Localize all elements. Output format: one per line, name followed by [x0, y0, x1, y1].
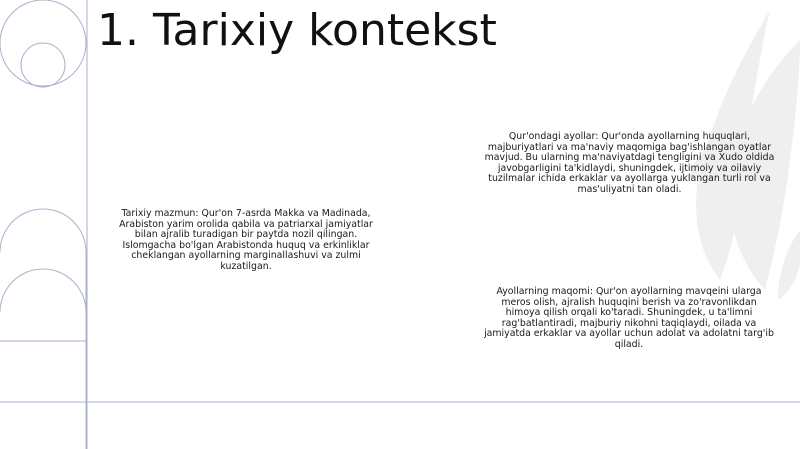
slide-title: 1. Tarixiy kontekst [97, 5, 497, 56]
status-of-women-paragraph: Ayollarning maqomi: Qur'on ayollarning mavqeini ularga meros olish, ajralish huquqini berish va zo'ravonlikdan himoya qilish orqali ko'taradi. Shuningdek, u ta'limni rag'batlantiradi, majburiy nikohni taqiqlaydi, oilada va jamiyatda erkaklar va ayollar uchun adolat va adolatni targ'ib qiladi. [484, 286, 774, 350]
historical-context-paragraph: Tarixiy mazmun: Qur'on 7-asrda Makka va Madinada, Arabiston yarim orolida qabila va patriarxal jamiyatlar bilan ajralib turadigan bir paytda nozil qilingan. Islomgacha bo'lgan Arabistonda huquq va erkinliklar cheklangan ayollarning marginallashuvi va zulmi kuzatilgan. [119, 208, 373, 272]
verses-on-women-paragraph: Qur'ondagi ayollar: Qur'onda ayollarning huquqlari, majburiyatlari va ma'naviy maqomiga bag'ishlangan oyatlar mavjud. Bu ularning ma'naviyatdagi tengligini va Xudo oldida javobgarligini ta'kidlaydi, shuningdek, ijtimoiy va oilaviy tuzilmalar ichida erkaklar va ayollarga yuklangan turli rol va mas'uliyatni tan oladi. [484, 131, 775, 195]
